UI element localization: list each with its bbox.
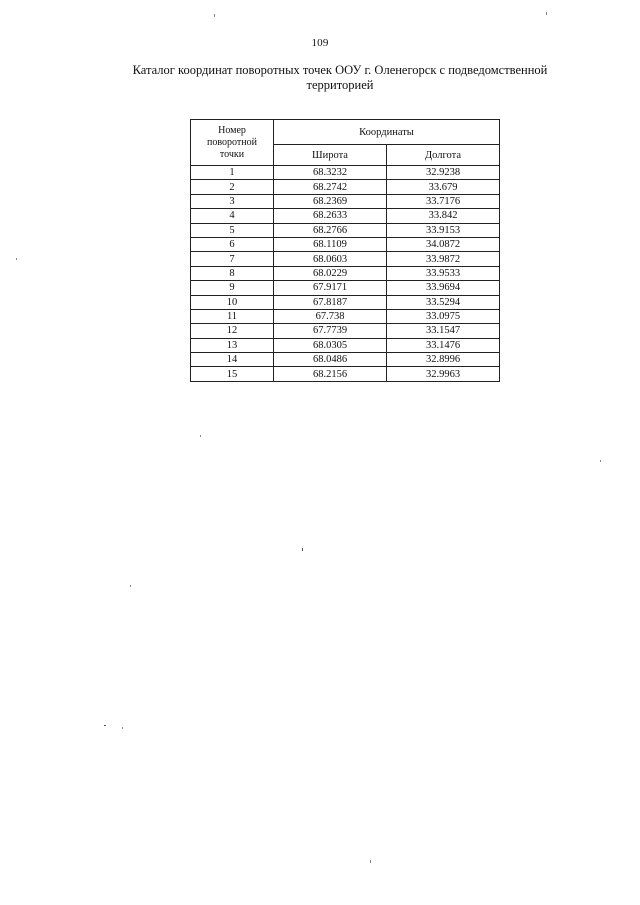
scan-speck [130, 585, 131, 587]
cell-latitude: 67.7739 [274, 324, 387, 338]
header-point-number [191, 120, 274, 166]
table-header-row [191, 120, 500, 145]
page-number: 109 [311, 37, 329, 49]
table-row [191, 252, 500, 266]
header-point-number-line-2: поворотной [207, 136, 257, 148]
cell-latitude: 68.0486 [274, 353, 387, 367]
header-latitude: Широта [274, 145, 387, 166]
scan-speck [600, 460, 601, 462]
table-row [191, 309, 500, 323]
cell-point-number: 4 [191, 209, 274, 223]
table-row [191, 237, 500, 251]
table-row [191, 295, 500, 309]
cell-point-number: 9 [191, 281, 274, 295]
cell-longitude: 33.1476 [387, 338, 500, 352]
cell-longitude: 33.9153 [387, 223, 500, 237]
cell-latitude: 67.8187 [274, 295, 387, 309]
table-row [191, 166, 500, 180]
cell-point-number: 15 [191, 367, 274, 381]
cell-point-number: 1 [191, 166, 274, 180]
cell-longitude: 33.1547 [387, 324, 500, 338]
document-title-line-1: Каталог координат поворотных точек ООУ г. Оленегорск с подведомственной [132, 63, 548, 77]
cell-point-number: 6 [191, 237, 274, 251]
table-row [191, 338, 500, 352]
cell-point-number: 5 [191, 223, 274, 237]
cell-latitude: 68.2766 [274, 223, 387, 237]
cell-point-number: 8 [191, 266, 274, 280]
table-row [191, 223, 500, 237]
cell-longitude: 33.9872 [387, 252, 500, 266]
cell-longitude: 33.842 [387, 209, 500, 223]
cell-longitude: 32.9963 [387, 367, 500, 381]
cell-latitude: 67.738 [274, 309, 387, 323]
scan-speck [370, 860, 371, 863]
header-coordinates: Координаты [274, 120, 500, 145]
table-row [191, 324, 500, 338]
cell-longitude: 34.0872 [387, 237, 500, 251]
cell-latitude: 68.2369 [274, 194, 387, 208]
scan-speck [200, 435, 201, 437]
scan-speck [122, 727, 123, 729]
cell-point-number: 7 [191, 252, 274, 266]
scan-speck [546, 12, 547, 15]
coordinates-table [190, 119, 500, 382]
cell-longitude: 33.5294 [387, 295, 500, 309]
document-title-line-2: территорией [306, 78, 374, 92]
cell-latitude: 68.2156 [274, 367, 387, 381]
cell-longitude: 32.9238 [387, 166, 500, 180]
table-row [191, 367, 500, 381]
cell-latitude: 68.3232 [274, 166, 387, 180]
table-row [191, 266, 500, 280]
scan-speck [214, 14, 215, 17]
cell-longitude: 33.9533 [387, 266, 500, 280]
cell-point-number: 13 [191, 338, 274, 352]
cell-point-number: 3 [191, 194, 274, 208]
table-row [191, 281, 500, 295]
cell-point-number: 14 [191, 353, 274, 367]
header-point-number-line-3: точки [219, 148, 245, 160]
cell-longitude: 33.9694 [387, 281, 500, 295]
cell-point-number: 2 [191, 180, 274, 194]
document-title [110, 63, 570, 93]
cell-longitude: 32.8996 [387, 353, 500, 367]
cell-latitude: 68.0305 [274, 338, 387, 352]
cell-latitude: 68.2742 [274, 180, 387, 194]
table-row [191, 209, 500, 223]
table-row [191, 180, 500, 194]
header-longitude: Долгота [387, 145, 500, 166]
table-body [191, 166, 500, 382]
table-row [191, 194, 500, 208]
scan-speck [16, 258, 17, 260]
cell-latitude: 68.2633 [274, 209, 387, 223]
header-point-number-line-1: Номер [218, 124, 246, 136]
scan-speck [302, 548, 303, 551]
cell-longitude: 33.679 [387, 180, 500, 194]
cell-latitude: 68.1109 [274, 237, 387, 251]
cell-point-number: 11 [191, 309, 274, 323]
cell-point-number: 10 [191, 295, 274, 309]
table-row [191, 353, 500, 367]
scan-speck [104, 725, 106, 726]
cell-longitude: 33.0975 [387, 309, 500, 323]
cell-point-number: 12 [191, 324, 274, 338]
cell-latitude: 67.9171 [274, 281, 387, 295]
cell-latitude: 68.0229 [274, 266, 387, 280]
cell-latitude: 68.0603 [274, 252, 387, 266]
cell-longitude: 33.7176 [387, 194, 500, 208]
